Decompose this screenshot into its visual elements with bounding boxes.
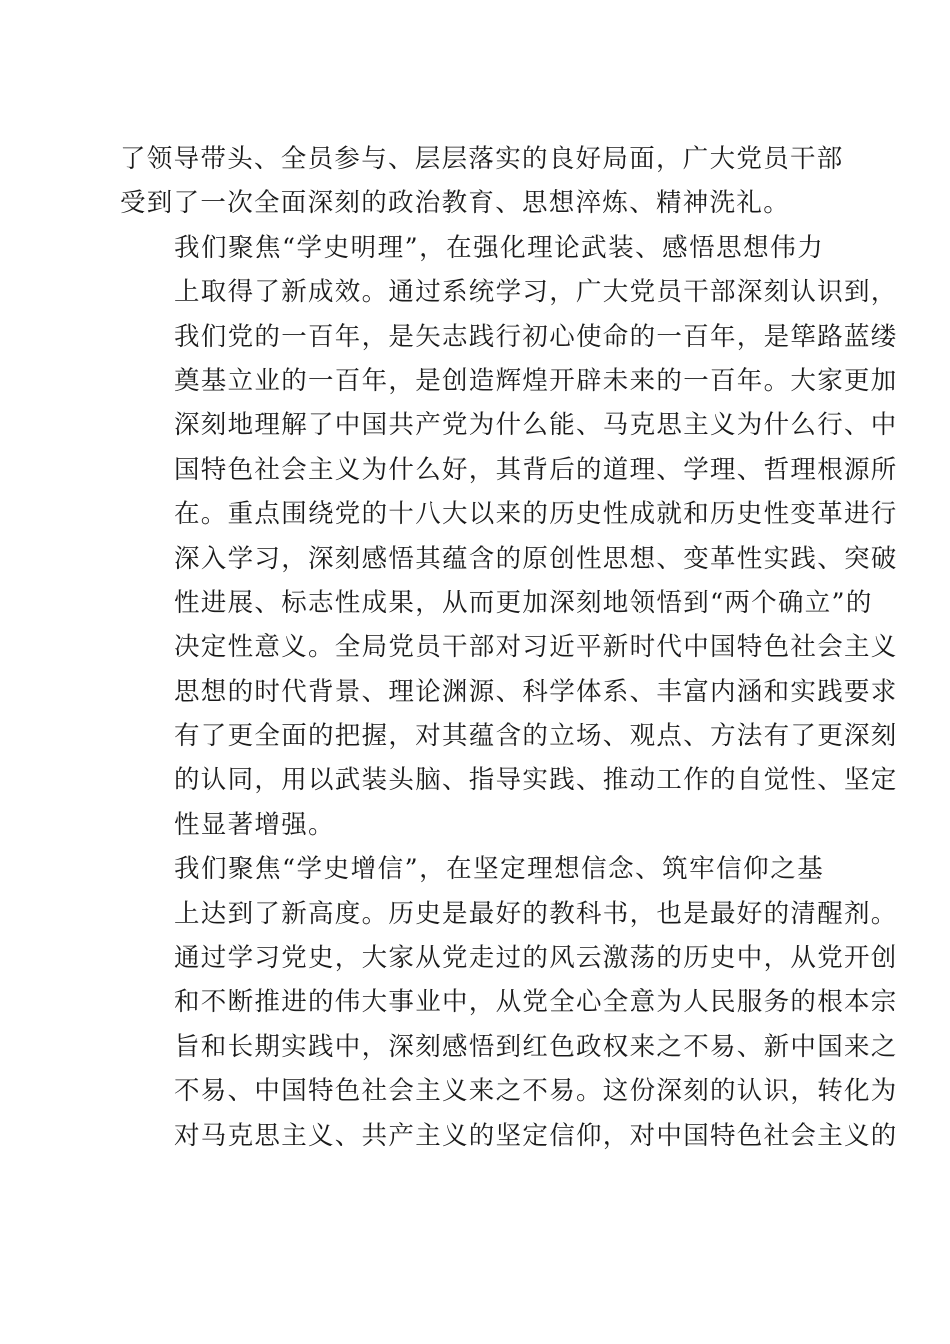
document-body [120, 137, 898, 1158]
paragraph-line: 性进展、标志性成果，从而更加深刻地领悟到“两个确立”的 [174, 587, 873, 618]
paragraph-3 [120, 847, 898, 1158]
paragraph-line: 深入学习，深刻感悟其蕴含的原创性思想、变革性实践、突破 [174, 543, 898, 574]
paragraph-line: 在。重点围绕党的十八大以来的历史性成就和历史性变革进行 [174, 499, 898, 530]
paragraph-line: 旨和长期实践中，深刻感悟到红色政权来之不易、新中国来之 [174, 1031, 898, 1062]
paragraph-line: 了领导带头、全员参与、层层落实的良好局面，广大党员干部 [120, 144, 844, 174]
paragraph-line: 不易、中国特色社会主义来之不易。这份深刻的认识，转化为 [174, 1076, 898, 1107]
paragraph-line: 对马克思主义、共产主义的坚定信仰，对中国特色社会主义的 [174, 1120, 898, 1151]
paragraph-line: 上取得了新成效。通过系统学习，广大党员干部深刻认识到， [174, 277, 898, 308]
paragraph-line: 通过学习党史，大家从党走过的风云激荡的历史中，从党开创 [174, 943, 898, 974]
paragraph-line: 我们聚焦“学史增信”，在坚定理想信念、筑牢信仰之基 [174, 854, 824, 885]
paragraph-line: 深刻地理解了中国共产党为什么能、马克思主义为什么行、中 [174, 410, 898, 441]
paragraph-line: 奠基立业的一百年，是创造辉煌开辟未来的一百年。大家更加 [174, 365, 898, 396]
paragraph-line: 我们党的一百年，是矢志践行初心使命的一百年，是筚路蓝缕 [174, 321, 898, 352]
paragraph-line: 受到了一次全面深刻的政治教育、思想淬炼、精神洗礼。 [120, 188, 791, 219]
paragraph-line: 决定性意义。全局党员干部对习近平新时代中国特色社会主义 [174, 632, 898, 663]
paragraph-line: 国特色社会主义为什么好，其背后的道理、学理、哲理根源所 [174, 454, 898, 485]
paragraph-line: 的认同，用以武装头脑、指导实践、推动工作的自觉性、坚定 [174, 765, 898, 796]
paragraph-line: 我们聚焦“学史明理”，在强化理论武装、感悟思想伟力 [174, 232, 824, 263]
paragraph-line: 性显著增强。 [174, 809, 335, 840]
paragraph-2 [120, 226, 898, 847]
paragraph-line: 上达到了新高度。历史是最好的教科书，也是最好的清醒剂。 [174, 898, 898, 929]
paragraph-1 [120, 137, 844, 226]
paragraph-line: 思想的时代背景、理论渊源、科学体系、丰富内涵和实践要求 [174, 676, 898, 707]
paragraph-line: 有了更全面的把握，对其蕴含的立场、观点、方法有了更深刻 [174, 721, 898, 752]
paragraph-line: 和不断推进的伟大事业中，从党全心全意为人民服务的根本宗 [174, 987, 898, 1018]
